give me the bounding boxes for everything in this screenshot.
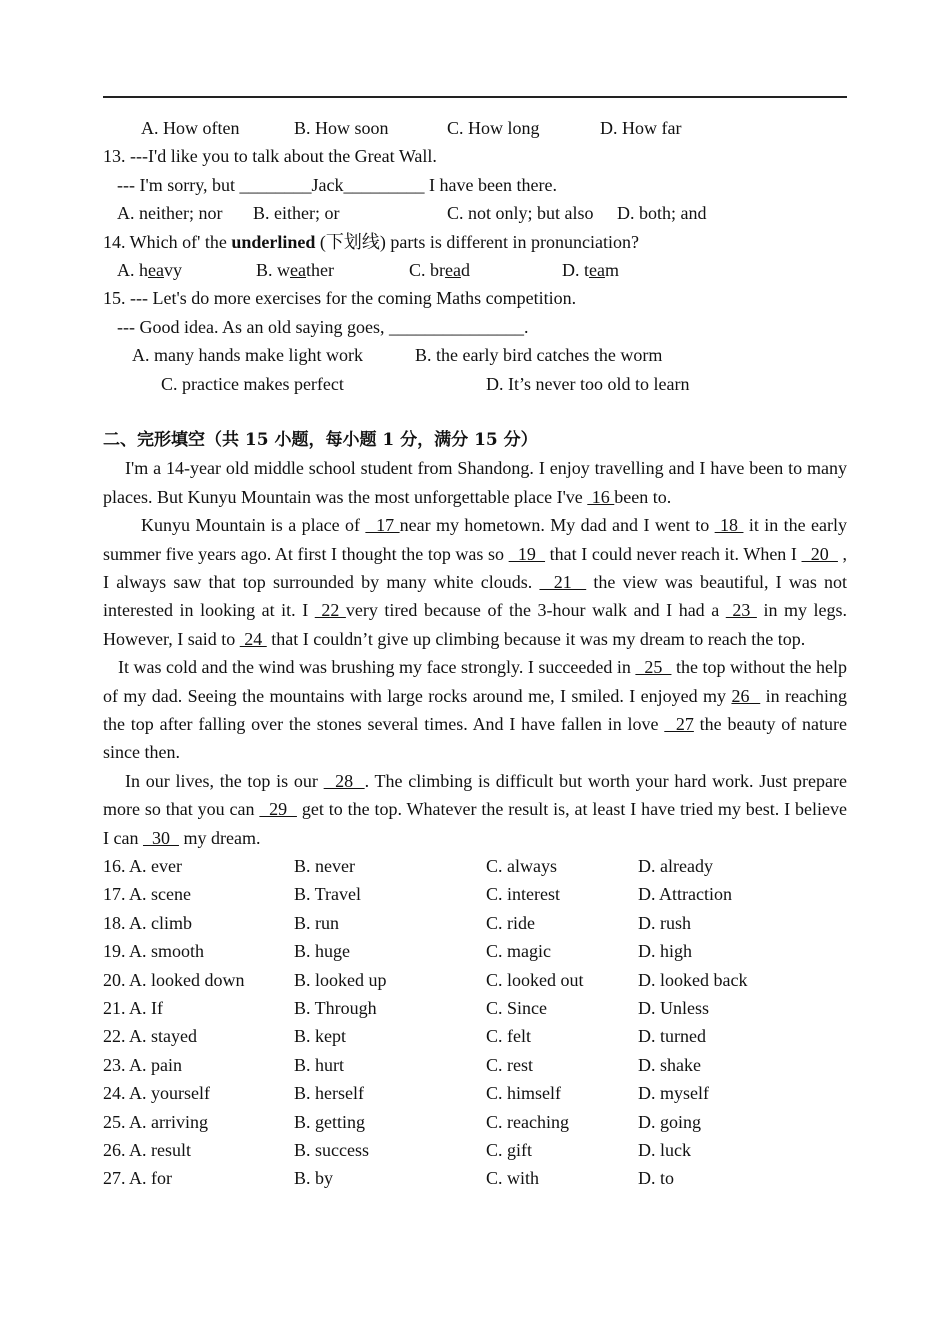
- q15-reply: --- Good idea. As an old saying goes, _______________.: [117, 316, 529, 337]
- option-c: C. himself: [486, 1083, 561, 1104]
- blank-24[interactable]: 24: [239, 628, 267, 649]
- option-a: 26. A. result: [103, 1139, 191, 1160]
- option-c: C. rest: [486, 1054, 533, 1075]
- header-rule: [103, 96, 847, 98]
- option-d: D. Attraction: [638, 884, 732, 905]
- option-b: B. Travel: [294, 884, 362, 905]
- q14-stem-post: (下划线) parts is different in pronunciation?: [315, 231, 640, 252]
- passage-paragraph-4: In our lives, the top is our 28 . The climbing is difficult but worth your hard work. Just prepare more so that you can 29 get to the top. Whatever the result is, at least I have tried my best. I believe I can 30 my dream.: [103, 770, 848, 848]
- option-d: D. luck: [638, 1139, 691, 1160]
- option-c: C. with: [486, 1168, 540, 1189]
- page-content: [103, 114, 847, 1193]
- cloze-option-row: [103, 1108, 847, 1136]
- cloze-option-row: [103, 852, 847, 880]
- option-a: 25. A. arriving: [103, 1111, 208, 1132]
- passage-paragraph-1: I'm a 14-year old middle school student from Shandong. I enjoy travelling and I have been to many places. But Kunyu Mountain was the most unforgettable place I've 16 been to.: [103, 458, 847, 507]
- blank-18[interactable]: 18: [714, 515, 744, 536]
- option-d: D. going: [638, 1111, 701, 1132]
- q14-option-c: C. bread: [409, 259, 470, 280]
- option-a: 27. A. for: [103, 1168, 172, 1189]
- q14-options: [103, 256, 847, 284]
- option-b: B. success: [294, 1139, 369, 1160]
- option-c: C. reaching: [486, 1111, 569, 1132]
- option-d: D. turned: [638, 1026, 706, 1047]
- blank-29[interactable]: 29: [259, 799, 297, 820]
- option-d: D. myself: [638, 1083, 709, 1104]
- option-d: D. Unless: [638, 997, 709, 1018]
- blank-17[interactable]: 17: [365, 515, 400, 536]
- q14-option-b: B. weather: [256, 259, 334, 280]
- section-2-heading: 二、完形填空（共 15 小题，每小题 1 分，满分 15 分）: [103, 429, 538, 450]
- q12-option-d: D. How far: [600, 118, 682, 138]
- option-a: 17. A. scene: [103, 884, 191, 905]
- cloze-option-row: [103, 1164, 847, 1192]
- q12-option-b: B. How soon: [294, 118, 389, 138]
- blank-22[interactable]: 22: [314, 600, 346, 621]
- q12-option-c: C. How long: [447, 118, 540, 138]
- cloze-option-row: [103, 909, 847, 937]
- option-c: C. interest: [486, 884, 560, 905]
- option-c: C. looked out: [486, 969, 584, 990]
- option-d: D. looked back: [638, 969, 748, 990]
- q14-option-d: D. team: [562, 259, 619, 280]
- blank-26[interactable]: 26: [731, 685, 761, 706]
- q13-option-b: B. either; or: [253, 203, 340, 224]
- q13-stem: 13. ---I'd like you to talk about the Great Wall.: [103, 146, 437, 167]
- q14-stem-bold: underlined: [231, 231, 316, 252]
- option-b: B. huge: [294, 941, 350, 962]
- option-c: C. ride: [486, 912, 535, 933]
- passage-paragraph-2: Kunyu Mountain is a place of 17 near my hometown. My dad and I went to 18 it in the early summer five years ago. At first I thought the top was so 19 that I could never reach it. When I 20 , I always saw that top surrounded by many white clouds. 21 the view was beautiful, I was not interested in looking at it. I 22 very tired because of the 3-hour walk and I had a 23 in my legs. However, I said to 24 that I couldn’t give up climbing because it was my dream to reach the top.: [103, 515, 848, 649]
- option-a: 21. A. If: [103, 997, 163, 1018]
- cloze-option-row: [103, 1051, 847, 1079]
- option-a: 19. A. smooth: [103, 941, 205, 962]
- option-c: C. Since: [486, 997, 547, 1018]
- blank-23[interactable]: 23: [725, 600, 757, 621]
- q12-options: [103, 114, 847, 142]
- cloze-option-row: [103, 1136, 847, 1164]
- option-a: 18. A. climb: [103, 912, 192, 933]
- option-b: B. herself: [294, 1083, 364, 1104]
- option-b: B. by: [294, 1168, 334, 1189]
- q14-stem: [103, 228, 847, 256]
- q13-option-a: A. neither; nor: [117, 203, 223, 224]
- cloze-option-row: [103, 1079, 847, 1107]
- option-b: B. run: [294, 912, 339, 933]
- option-b: B. hurt: [294, 1054, 345, 1075]
- option-d: D. shake: [638, 1054, 701, 1075]
- q12-option-a: A. How often: [141, 118, 240, 138]
- cloze-option-row: [103, 937, 847, 965]
- q14-option-a: A. heavy: [117, 259, 182, 280]
- passage-paragraph-3: It was cold and the wind was brushing my face strongly. I succeeded in 25 the top without the help of my dad. Seeing the mountains with large rocks around me, I smiled. I enjoyed my 26 in reaching the top after falling over the stones several times. And I have fallen in love 27 the beauty of nature since then.: [103, 657, 848, 763]
- option-d: D. to: [638, 1168, 674, 1189]
- option-a: 16. A. ever: [103, 855, 182, 876]
- blank-27[interactable]: 27: [664, 713, 694, 734]
- blank-25[interactable]: 25: [635, 657, 672, 678]
- q14-stem-pre: 14. Which of' the: [103, 231, 232, 252]
- q13-reply: --- I'm sorry, but ________Jack_________ I have been there.: [117, 174, 557, 195]
- cloze-option-row: [103, 880, 847, 908]
- q15-option-d: D. It’s never too old to learn: [486, 373, 690, 394]
- q13-options: [103, 199, 847, 227]
- option-d: D. high: [638, 941, 692, 962]
- option-a: 23. A. pain: [103, 1054, 182, 1075]
- blank-16[interactable]: 16: [587, 486, 615, 507]
- q15-stem: 15. --- Let's do more exercises for the coming Maths competition.: [103, 288, 577, 309]
- option-c: C. felt: [486, 1026, 531, 1047]
- blank-20[interactable]: 20: [801, 543, 838, 564]
- q13-option-c: C. not only; but also: [447, 203, 594, 224]
- option-a: 24. A. yourself: [103, 1083, 210, 1104]
- option-c: C. always: [486, 855, 557, 876]
- option-d: D. rush: [638, 912, 691, 933]
- q15-options-row1: [103, 341, 847, 369]
- option-a: 20. A. looked down: [103, 969, 245, 990]
- option-b: B. kept: [294, 1026, 346, 1047]
- cloze-option-row: [103, 966, 847, 994]
- q15-options-row2: [103, 370, 847, 398]
- cloze-option-row: [103, 1022, 847, 1050]
- option-b: B. getting: [294, 1111, 365, 1132]
- cloze-options-list: [103, 852, 847, 1193]
- blank-28[interactable]: 28: [323, 770, 365, 791]
- option-a: 22. A. stayed: [103, 1026, 197, 1047]
- option-c: C. gift: [486, 1139, 533, 1160]
- option-b: B. looked up: [294, 969, 387, 990]
- option-b: B. Through: [294, 997, 377, 1018]
- option-d: D. already: [638, 855, 713, 876]
- q13-option-d: D. both; and: [617, 203, 707, 224]
- q15-option-b: B. the early bird catches the worm: [415, 345, 663, 366]
- option-b: B. never: [294, 855, 355, 876]
- blank-19[interactable]: 19: [508, 543, 546, 564]
- cloze-option-row: [103, 994, 847, 1022]
- option-c: C. magic: [486, 941, 551, 962]
- blank-30[interactable]: 30: [142, 827, 179, 848]
- q15-option-c: C. practice makes perfect: [161, 373, 344, 394]
- q15-option-a: A. many hands make light work: [132, 345, 363, 366]
- blank-21[interactable]: 21: [539, 571, 587, 592]
